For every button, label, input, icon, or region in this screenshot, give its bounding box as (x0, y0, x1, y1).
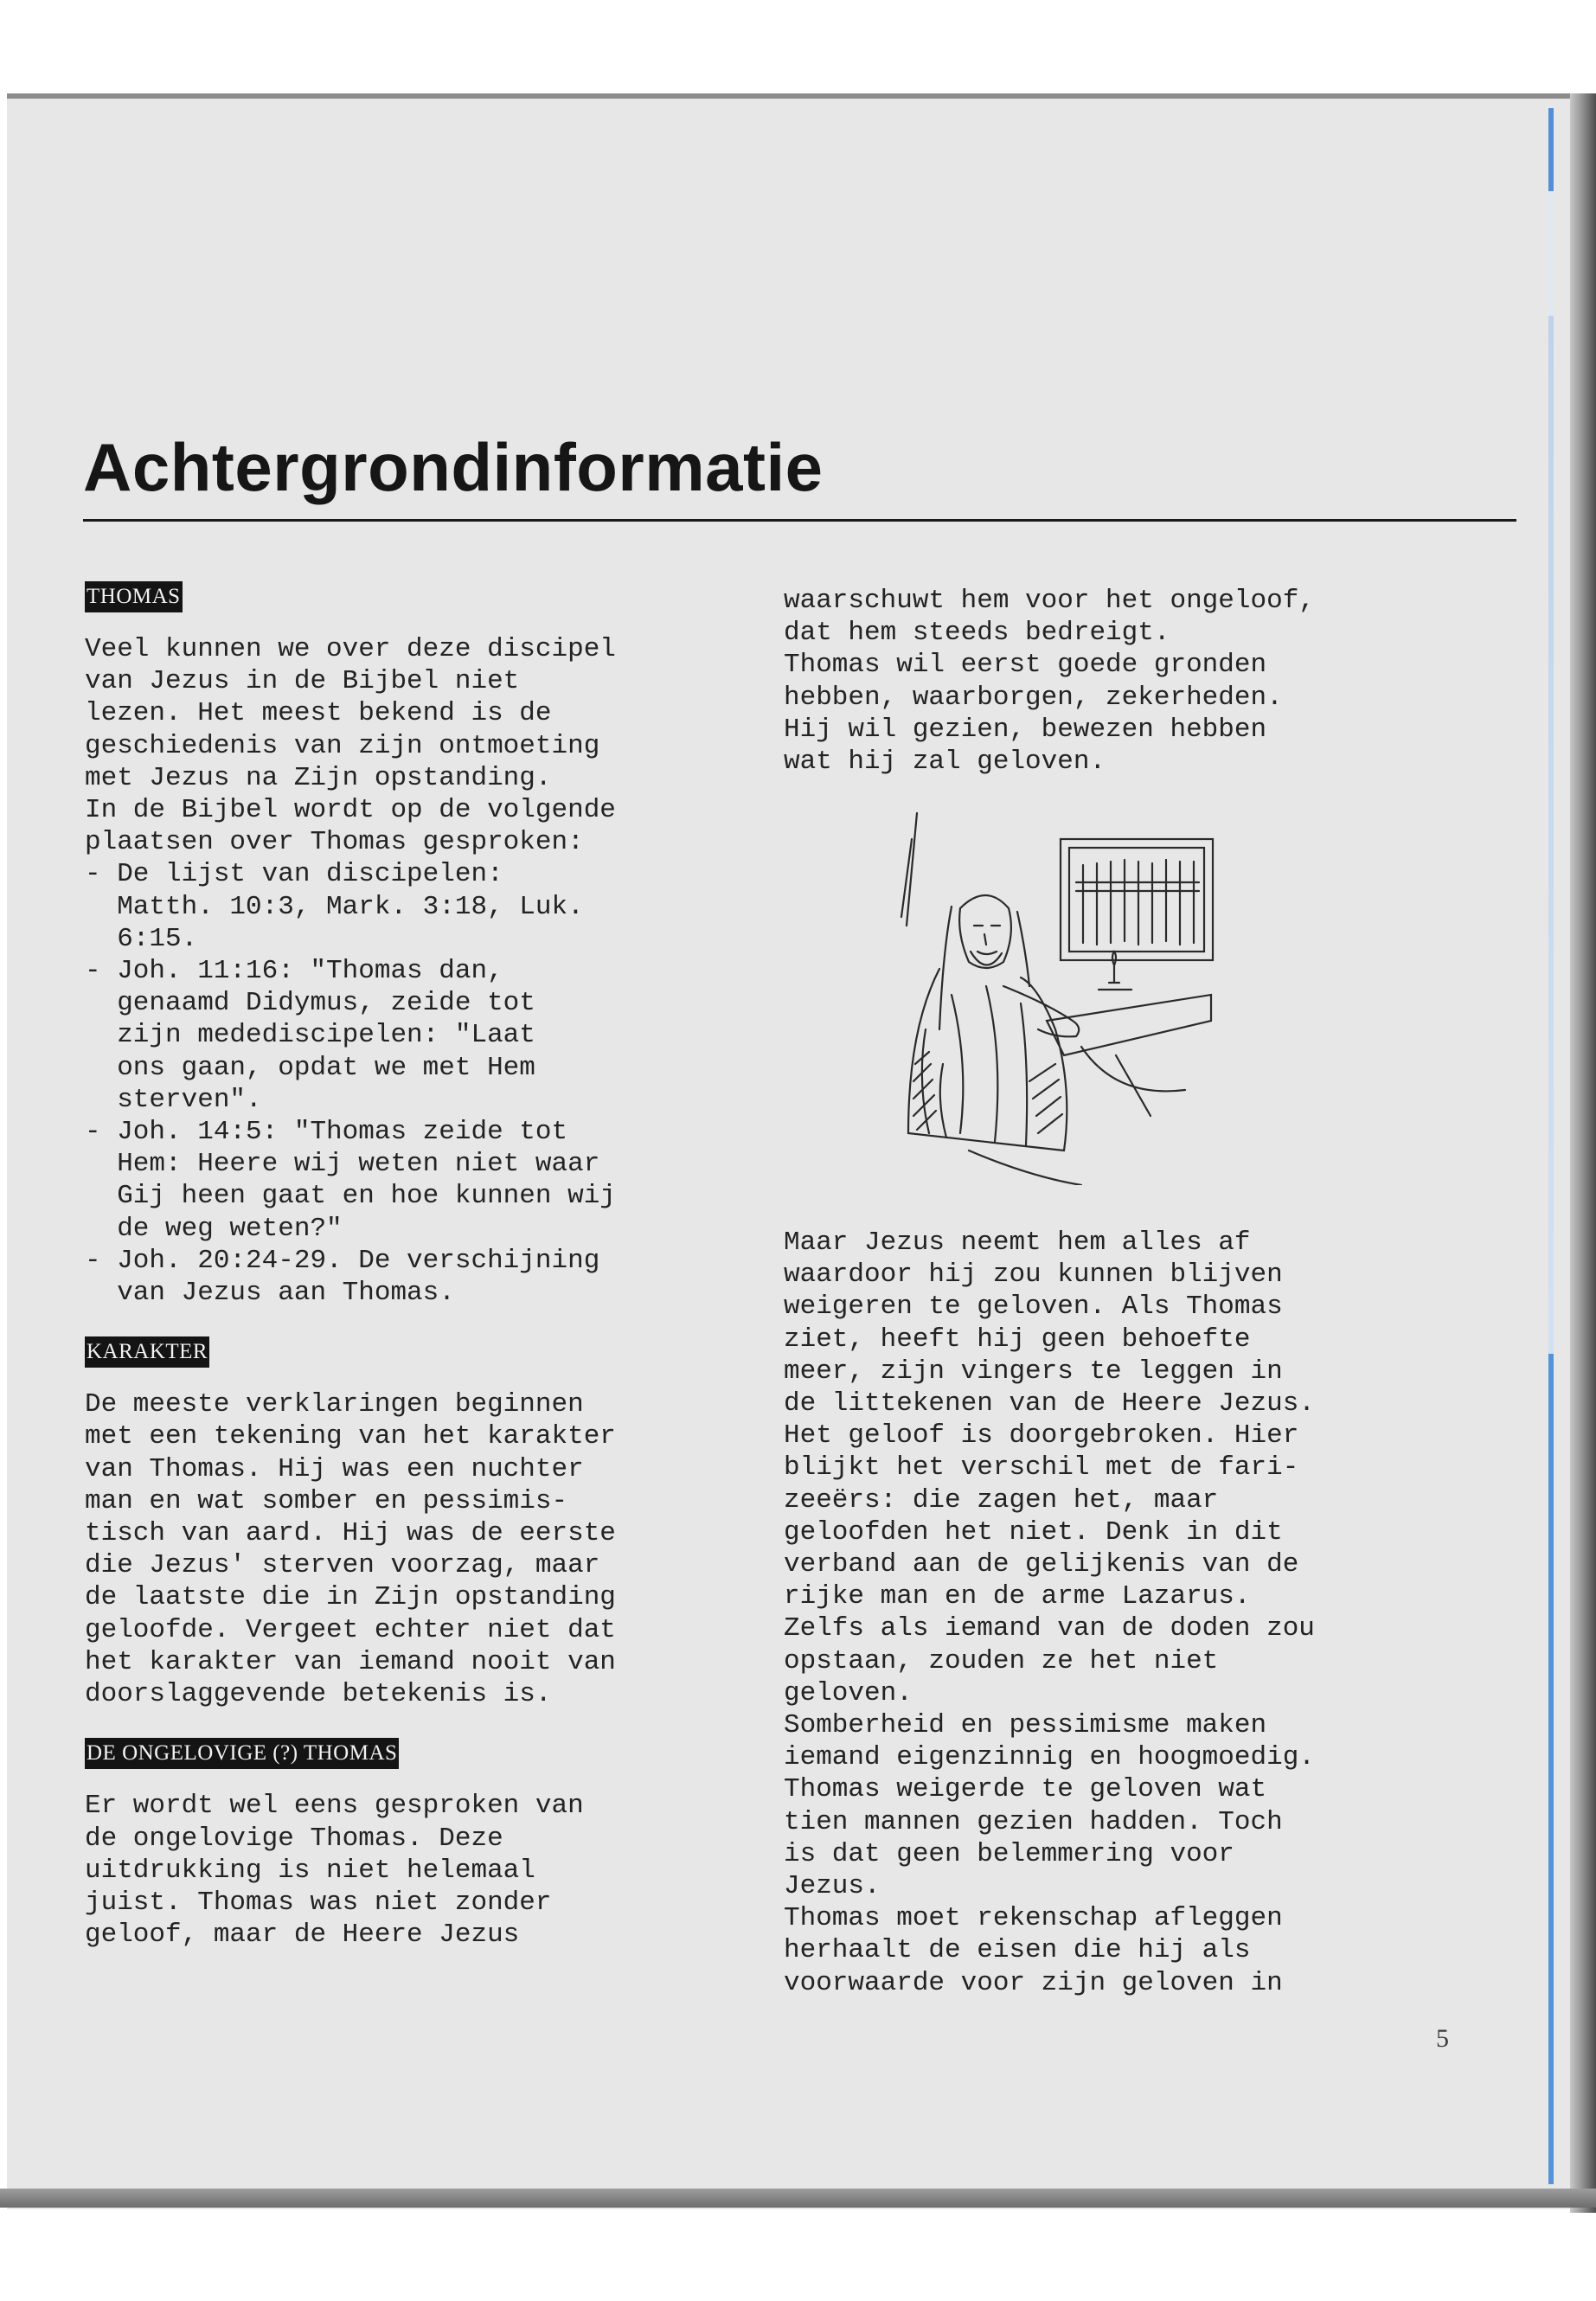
section-karakter (85, 1336, 760, 1710)
page-number: 5 (1436, 2024, 1449, 2053)
left-column (85, 581, 760, 1951)
book-edge (1570, 93, 1596, 2213)
section-ongelovige-thomas (85, 1738, 760, 1951)
right-column-lower (784, 1227, 1458, 1999)
section-body: Veel kunnen we over deze discipel van Jezus in de Bijbel niet lezen. Het meest bekend is de geschiedenis van zijn ontmoeting met Jezus na Zijn opstanding. In de Bijbel wordt op de volgende plaatsen over Thomas gesproken: - De lijst van discipelen: Matth. 10:3, Mark. 3:18, Luk. 6:15. - Joh. 11:16: "Thomas dan, genaamd Didymus, zeide tot zijn medediscipelen: "Laat ons gaan, opdat we met Hem sterven". - Joh. 14:5: "Thomas zeide tot Hem: Heere wij weten niet waar Gij heen gaat en hoe kunnen wij de weg weten?" - Joh. 20:24-29. De verschijning van Jezus aan Thomas. (85, 634, 616, 1309)
right-bottom-text: Maar Jezus neemt hem alles af waardoor hij zou kunnen blijven weigeren te geloven. Als Thomas ziet, heeft hij geen behoefte meer, zijn vingers te leggen in de littekenen van de Heere Jezus. Het geloof is doorgebroken. Hier blijkt het verschil met de fari- zeeërs: die zagen het, maar geloofden het niet. Denk in dit verband aan de gelijkenis van de rijke man en de arme Lazarus. Zelfs als iemand van de doden zou opstaan, zouden ze het niet geloven. Somberheid en pessimisme maken iemand eigenzinnig en hoogmoedig. Thomas weigerde te geloven wat tien mannen gezien hadden. Toch is dat geen belemmering voor Jezus. Thomas moet rekenschap afleggen herhaalt de eisen die hij als voorwaarde voor zijn geloven in (784, 1227, 1315, 1998)
right-top-text: waarschuwt hem voor het ongeloof, dat hem steeds bedreigt. Thomas wil eerst goede gronden hebben, waarborgen, zekerheden. Hij wil gezien, bewezen hebben wat hij zal geloven. (784, 586, 1315, 778)
title-rule (83, 519, 1516, 522)
section-body: De meeste verklaringen beginnen met een tekening van het karakter van Thomas. Hij was een nuchter man en wat somber en pessimis- tisch van aard. Hij was de eerste die Jezus' sterven voorzag, maar de laatste die in Zijn opstanding geloofde. Vergeet echter niet dat het karakter van iemand nooit van doorslaggevende betekenis is. (85, 1389, 616, 1710)
right-column (784, 585, 1458, 778)
section-heading: DE ONGELOVIGE (?) THOMAS (85, 1738, 399, 1769)
section-heading: KARAKTER (85, 1336, 209, 1368)
thomas-sketch-illustration (856, 804, 1220, 1185)
page-title: Achtergrondinformatie (83, 429, 824, 505)
section-heading: THOMAS (85, 581, 183, 612)
section-body: Er wordt wel eens gesproken van de ongelovige Thomas. Deze uitdrukking is niet helemaal juist. Thomas was niet zonder geloof, maar de Heere Jezus (85, 1791, 584, 1951)
section-thomas (85, 581, 760, 1309)
cover-edge-stripe (1548, 108, 1554, 2184)
bottom-shadow (0, 2189, 1596, 2208)
